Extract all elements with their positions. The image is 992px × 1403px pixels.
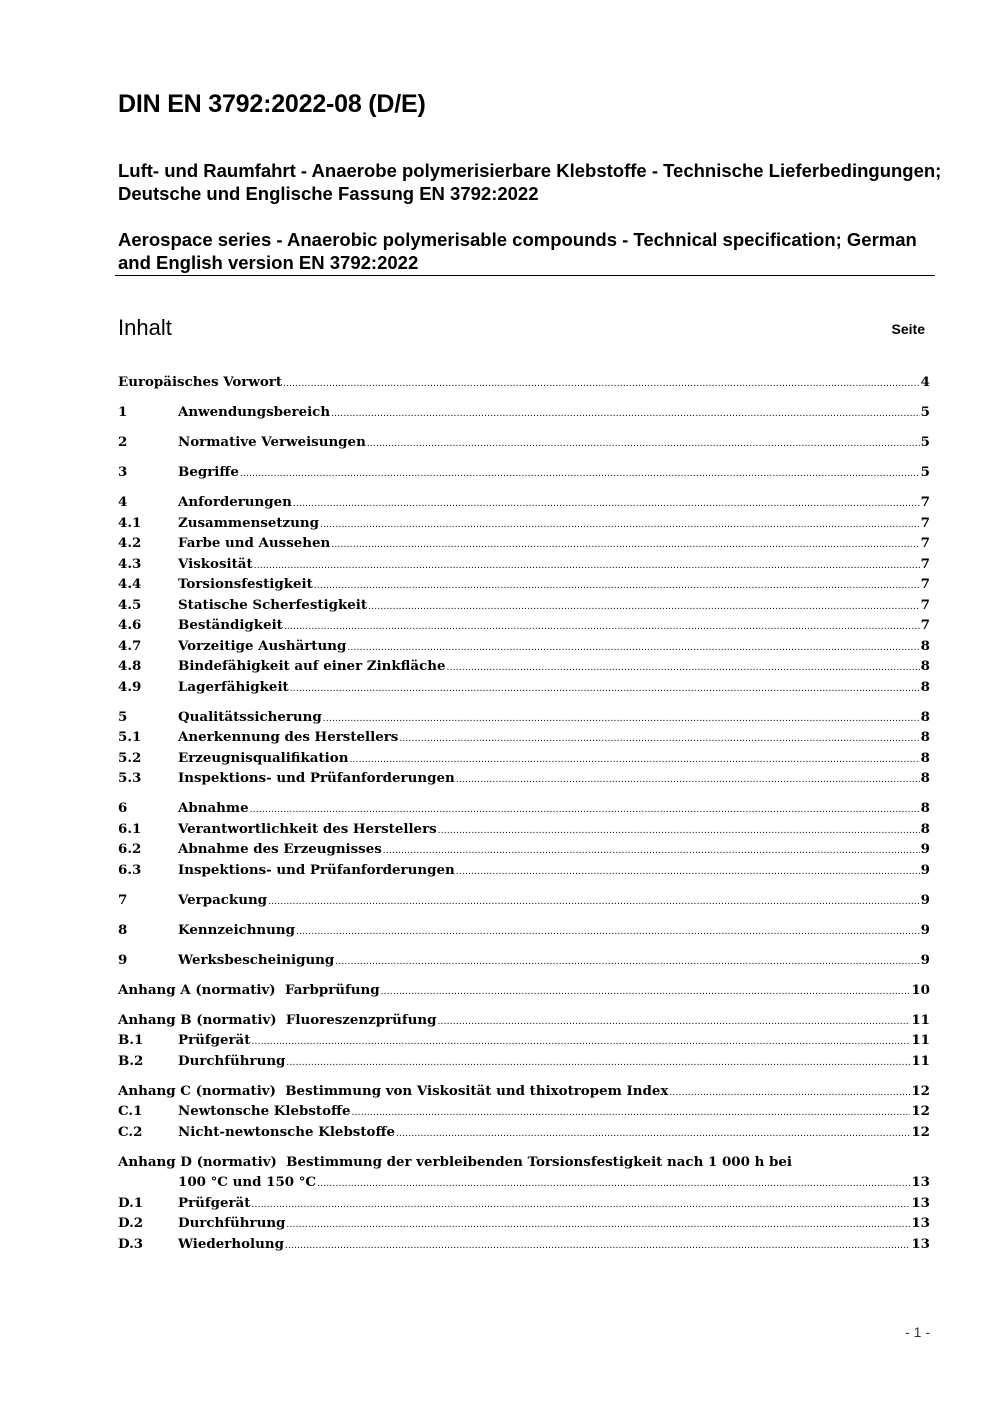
toc-entry-page: 8 <box>920 729 930 745</box>
toc-entry-number: 3 <box>118 464 128 480</box>
toc-entry-title: Torsionsfestigkeit <box>178 576 313 592</box>
toc-entry-page: 8 <box>920 658 930 674</box>
toc-leader-dots <box>396 1123 910 1145</box>
toc-leader-dots <box>368 596 920 618</box>
toc-leader-dots <box>352 1102 911 1124</box>
toc-entry-page: 11 <box>911 1052 930 1069</box>
toc-entry-title: Qualitätssicherung <box>178 708 322 725</box>
toc-entry-page: 13 <box>911 1215 930 1231</box>
toc-entry-page: 8 <box>920 708 930 725</box>
page-number: - 1 - <box>905 1324 930 1340</box>
toc-entry-b-1[interactable] <box>118 1030 930 1051</box>
toc-entry-title: Verantwortlichkeit des Herstellers <box>178 820 437 837</box>
toc-entry-4-3[interactable] <box>118 554 930 575</box>
toc-entry-title: Zusammensetzung <box>178 514 320 531</box>
toc-entry-number: B.1 <box>118 1032 144 1048</box>
toc-entry-5-1[interactable] <box>118 727 930 748</box>
toc-entry-c-2[interactable] <box>118 1122 930 1143</box>
toc-leader-dots <box>381 981 911 1003</box>
toc-heading: Inhalt <box>118 315 172 340</box>
toc-entry-title: Werksbescheinigung <box>178 951 335 968</box>
toc-entry-page: 13 <box>911 1194 930 1211</box>
toc-entry-title-continued: 100 °C und 150 °C <box>178 1174 317 1190</box>
toc-entry-4-6[interactable] <box>118 615 930 636</box>
toc-entry-number: 9 <box>118 951 128 968</box>
toc-entry-number: 8 <box>118 921 128 938</box>
toc-entry-title: Statische Scherfestigkeit <box>178 596 368 613</box>
toc-leader-dots <box>437 1011 910 1033</box>
toc-entry-number: 7 <box>118 891 128 908</box>
toc-entry-page: 7 <box>920 555 930 572</box>
toc-entry-anhang-d-continued[interactable] <box>118 1172 930 1193</box>
toc-entry-title: Wiederholung <box>178 1235 284 1252</box>
toc-entry-title: Nicht-newtonsche Klebstoffe <box>178 1123 395 1140</box>
toc-entry-5-2[interactable] <box>118 748 930 769</box>
toc-entry-title: Newtonsche Klebstoffe <box>178 1103 351 1119</box>
toc-leader-dots <box>283 373 920 395</box>
toc-entry-page: 8 <box>920 800 930 816</box>
toc-entry-6-1[interactable] <box>118 819 930 840</box>
toc-entry-title: Europäisches Vorwort <box>118 374 283 390</box>
toc-entry-title: Vorzeitige Aushärtung <box>178 637 347 654</box>
toc-entry-number: 6.1 <box>118 820 142 837</box>
toc-entry-anhang-d[interactable] <box>118 1152 930 1173</box>
table-of-contents <box>118 372 930 1254</box>
toc-leader-dots <box>331 534 919 556</box>
toc-entry-7[interactable] <box>118 890 930 911</box>
toc-entry-page: 8 <box>920 678 930 695</box>
toc-leader-dots <box>314 575 920 597</box>
toc-leader-dots <box>251 1031 910 1053</box>
toc-entry-title: Inspektions- und Prüfanforderungen <box>178 770 455 786</box>
toc-entry-title: Bindefähigkeit auf einer Zinkfläche <box>178 658 446 674</box>
toc-leader-dots <box>285 1235 910 1257</box>
toc-entry-number: D.3 <box>118 1235 144 1252</box>
toc-entry-title: Verpackung <box>178 891 268 908</box>
toc-entry-b-2[interactable] <box>118 1051 930 1072</box>
toc-leader-dots <box>296 921 920 943</box>
toc-entry-title: Durchführung <box>178 1215 286 1231</box>
toc-leader-dots <box>323 708 920 730</box>
toc-leader-dots <box>367 433 920 455</box>
toc-leader-dots <box>438 820 920 842</box>
toc-entry-4-2[interactable] <box>118 533 930 554</box>
toc-entry-5[interactable] <box>118 707 930 728</box>
toc-leader-dots <box>456 861 920 883</box>
toc-entry-page: 9 <box>920 951 930 968</box>
toc-entry-title: Prüfgerät <box>178 1032 251 1048</box>
toc-entry-page: 7 <box>920 617 930 633</box>
toc-entry-page: 12 <box>911 1103 930 1119</box>
toc-leader-dots <box>399 728 919 750</box>
toc-entry-number: 4.5 <box>118 596 142 613</box>
toc-entry-page: 12 <box>911 1082 930 1099</box>
toc-entry-number: C.1 <box>118 1103 143 1119</box>
toc-entry-page: 13 <box>911 1235 930 1252</box>
toc-entry-5-3[interactable] <box>118 768 930 789</box>
toc-entry-4-1[interactable] <box>118 513 930 534</box>
toc-page-column-label: Seite <box>891 321 925 337</box>
toc-entry-c-1[interactable] <box>118 1101 930 1122</box>
toc-entry-4-7[interactable] <box>118 636 930 657</box>
toc-entry-6[interactable] <box>118 798 930 819</box>
toc-leader-dots <box>268 891 920 913</box>
toc-entry-number: 6.2 <box>118 841 142 857</box>
toc-entry-page: 12 <box>911 1123 930 1140</box>
toc-entry-vorwort[interactable] <box>118 372 930 393</box>
toc-leader-dots <box>290 678 920 700</box>
toc-entry-number: 5.1 <box>118 729 142 745</box>
toc-entry-9[interactable] <box>118 950 930 971</box>
document-title: DIN EN 3792:2022-08 (D/E) <box>118 90 426 118</box>
toc-entry-title: Anwendungsbereich <box>178 404 331 420</box>
toc-entry-page: 9 <box>920 891 930 908</box>
toc-entry-d-1[interactable] <box>118 1193 930 1214</box>
toc-entry-number: 4 <box>118 494 128 510</box>
toc-leader-dots <box>284 616 920 638</box>
toc-entry-anhang-b[interactable] <box>118 1010 930 1031</box>
header-rule <box>115 275 935 276</box>
toc-leader-dots <box>240 463 920 485</box>
toc-leader-dots <box>286 1214 910 1236</box>
toc-leader-dots <box>320 514 920 536</box>
toc-entry-d-3[interactable] <box>118 1234 930 1255</box>
toc-entry-title: Anhang B (normativ) Fluoreszenzprüfung <box>118 1011 437 1028</box>
toc-entry-4-8[interactable] <box>118 656 930 677</box>
toc-leader-dots <box>251 1194 910 1216</box>
toc-leader-dots <box>293 493 920 515</box>
toc-entry-number: 4.6 <box>118 617 142 633</box>
toc-entry-title: Lagerfähigkeit <box>178 678 289 695</box>
toc-entry-page: 9 <box>920 841 930 857</box>
toc-entry-3[interactable] <box>118 462 930 483</box>
toc-entry-page: 4 <box>920 374 930 390</box>
toc-entry-d-2[interactable] <box>118 1213 930 1234</box>
toc-entry-4-5[interactable] <box>118 595 930 616</box>
toc-leader-dots <box>331 403 920 425</box>
toc-entry-title: Abnahme <box>178 800 249 816</box>
toc-entry-6-3[interactable] <box>118 860 930 881</box>
toc-entry-page: 9 <box>920 921 930 938</box>
toc-leader-dots <box>317 1173 910 1195</box>
toc-entry-number: 4.3 <box>118 555 142 572</box>
toc-leader-dots <box>383 840 920 862</box>
toc-entry-page: 7 <box>920 576 930 592</box>
toc-entry-page: 13 <box>911 1174 930 1190</box>
toc-leader-dots <box>349 749 919 771</box>
toc-entry-number: D.1 <box>118 1194 144 1211</box>
toc-entry-number: 4.1 <box>118 514 142 531</box>
subtitle-english: Aerospace series - Anaerobic polymerisable compounds - Technical specification; German and English version EN 3792:2022 <box>118 229 917 273</box>
toc-entry-title: Abnahme des Erzeugnisses <box>178 841 382 857</box>
toc-entry-anhang-c[interactable] <box>118 1081 930 1102</box>
toc-entry-page: 5 <box>920 434 930 450</box>
toc-entry-4-9[interactable] <box>118 677 930 698</box>
toc-entry-title: Viskosität <box>178 555 253 572</box>
toc-entry-title: Begriffe <box>178 464 239 480</box>
toc-entry-page: 7 <box>920 514 930 531</box>
toc-entry-number: 4.2 <box>118 535 142 551</box>
toc-entry-number: 2 <box>118 434 128 450</box>
toc-entry-number: 5.3 <box>118 770 142 786</box>
toc-entry-6-2[interactable] <box>118 839 930 860</box>
toc-entry-number: 5 <box>118 708 128 725</box>
toc-entry-title: Anforderungen <box>178 494 292 510</box>
toc-entry-anhang-a[interactable] <box>118 980 930 1001</box>
toc-entry-title: Beständigkeit <box>178 617 283 633</box>
toc-entry-title: Farbe und Aussehen <box>178 535 331 551</box>
toc-entry-8[interactable] <box>118 920 930 941</box>
toc-entry-2[interactable] <box>118 432 930 453</box>
toc-leader-dots <box>286 1052 910 1074</box>
toc-leader-dots <box>254 555 920 577</box>
toc-entry-4[interactable] <box>118 492 930 513</box>
toc-leader-dots <box>669 1082 910 1104</box>
toc-entry-title: Erzeugnisqualifikation <box>178 749 349 766</box>
toc-entry-number: 6.3 <box>118 861 142 878</box>
toc-entry-title: Anhang D (normativ) Bestimmung der verbleibenden Torsionsfestigkeit nach 1 000 h bei <box>118 1153 792 1170</box>
toc-entry-page: 11 <box>911 1032 930 1048</box>
toc-entry-page: 5 <box>920 464 930 480</box>
toc-entry-page: 8 <box>920 770 930 786</box>
toc-entry-number: 4.9 <box>118 678 142 695</box>
toc-entry-page: 9 <box>920 861 930 878</box>
toc-entry-number: 6 <box>118 800 128 816</box>
toc-leader-dots <box>335 951 919 973</box>
toc-entry-page: 7 <box>920 535 930 551</box>
toc-entry-title: Prüfgerät <box>178 1194 251 1211</box>
subtitle-german: Luft- und Raumfahrt - Anaerobe polymerisierbare Klebstoffe - Technische Lieferbedingungen; Deutsche und Englische Fassung EN 3792:2022 <box>118 160 942 204</box>
toc-entry-number: B.2 <box>118 1052 144 1069</box>
toc-leader-dots <box>456 769 920 791</box>
toc-leader-dots <box>347 637 919 659</box>
toc-leader-dots <box>447 657 920 679</box>
toc-entry-title: Anhang A (normativ) Farbprüfung <box>118 981 380 998</box>
toc-entry-title: Anhang C (normativ) Bestimmung von Viskosität und thixotropem Index <box>118 1082 669 1099</box>
toc-entry-title: Durchführung <box>178 1052 286 1069</box>
toc-entry-4-4[interactable] <box>118 574 930 595</box>
toc-entry-number: D.2 <box>118 1215 144 1231</box>
toc-entry-page: 8 <box>920 749 930 766</box>
toc-entry-page: 5 <box>920 404 930 420</box>
toc-entry-title: Kennzeichnung <box>178 921 296 938</box>
toc-entry-1[interactable] <box>118 402 930 423</box>
toc-entry-number: 4.7 <box>118 637 142 654</box>
toc-entry-page: 8 <box>920 820 930 837</box>
toc-entry-title: Anerkennung des Herstellers <box>178 729 399 745</box>
toc-entry-number: 4.4 <box>118 576 142 592</box>
toc-entry-number: 1 <box>118 404 128 420</box>
toc-entry-page: 7 <box>920 596 930 613</box>
toc-entry-page: 8 <box>920 637 930 654</box>
toc-entry-title: Normative Verweisungen <box>178 434 366 450</box>
toc-entry-title: Inspektions- und Prüfanforderungen <box>178 861 455 878</box>
toc-entry-page: 10 <box>911 981 930 998</box>
toc-leader-dots <box>250 799 920 821</box>
toc-entry-number: 4.8 <box>118 658 142 674</box>
toc-entry-number: 5.2 <box>118 749 142 766</box>
toc-entry-number: C.2 <box>118 1123 143 1140</box>
toc-entry-page: 7 <box>920 494 930 510</box>
toc-entry-page: 11 <box>911 1011 930 1028</box>
